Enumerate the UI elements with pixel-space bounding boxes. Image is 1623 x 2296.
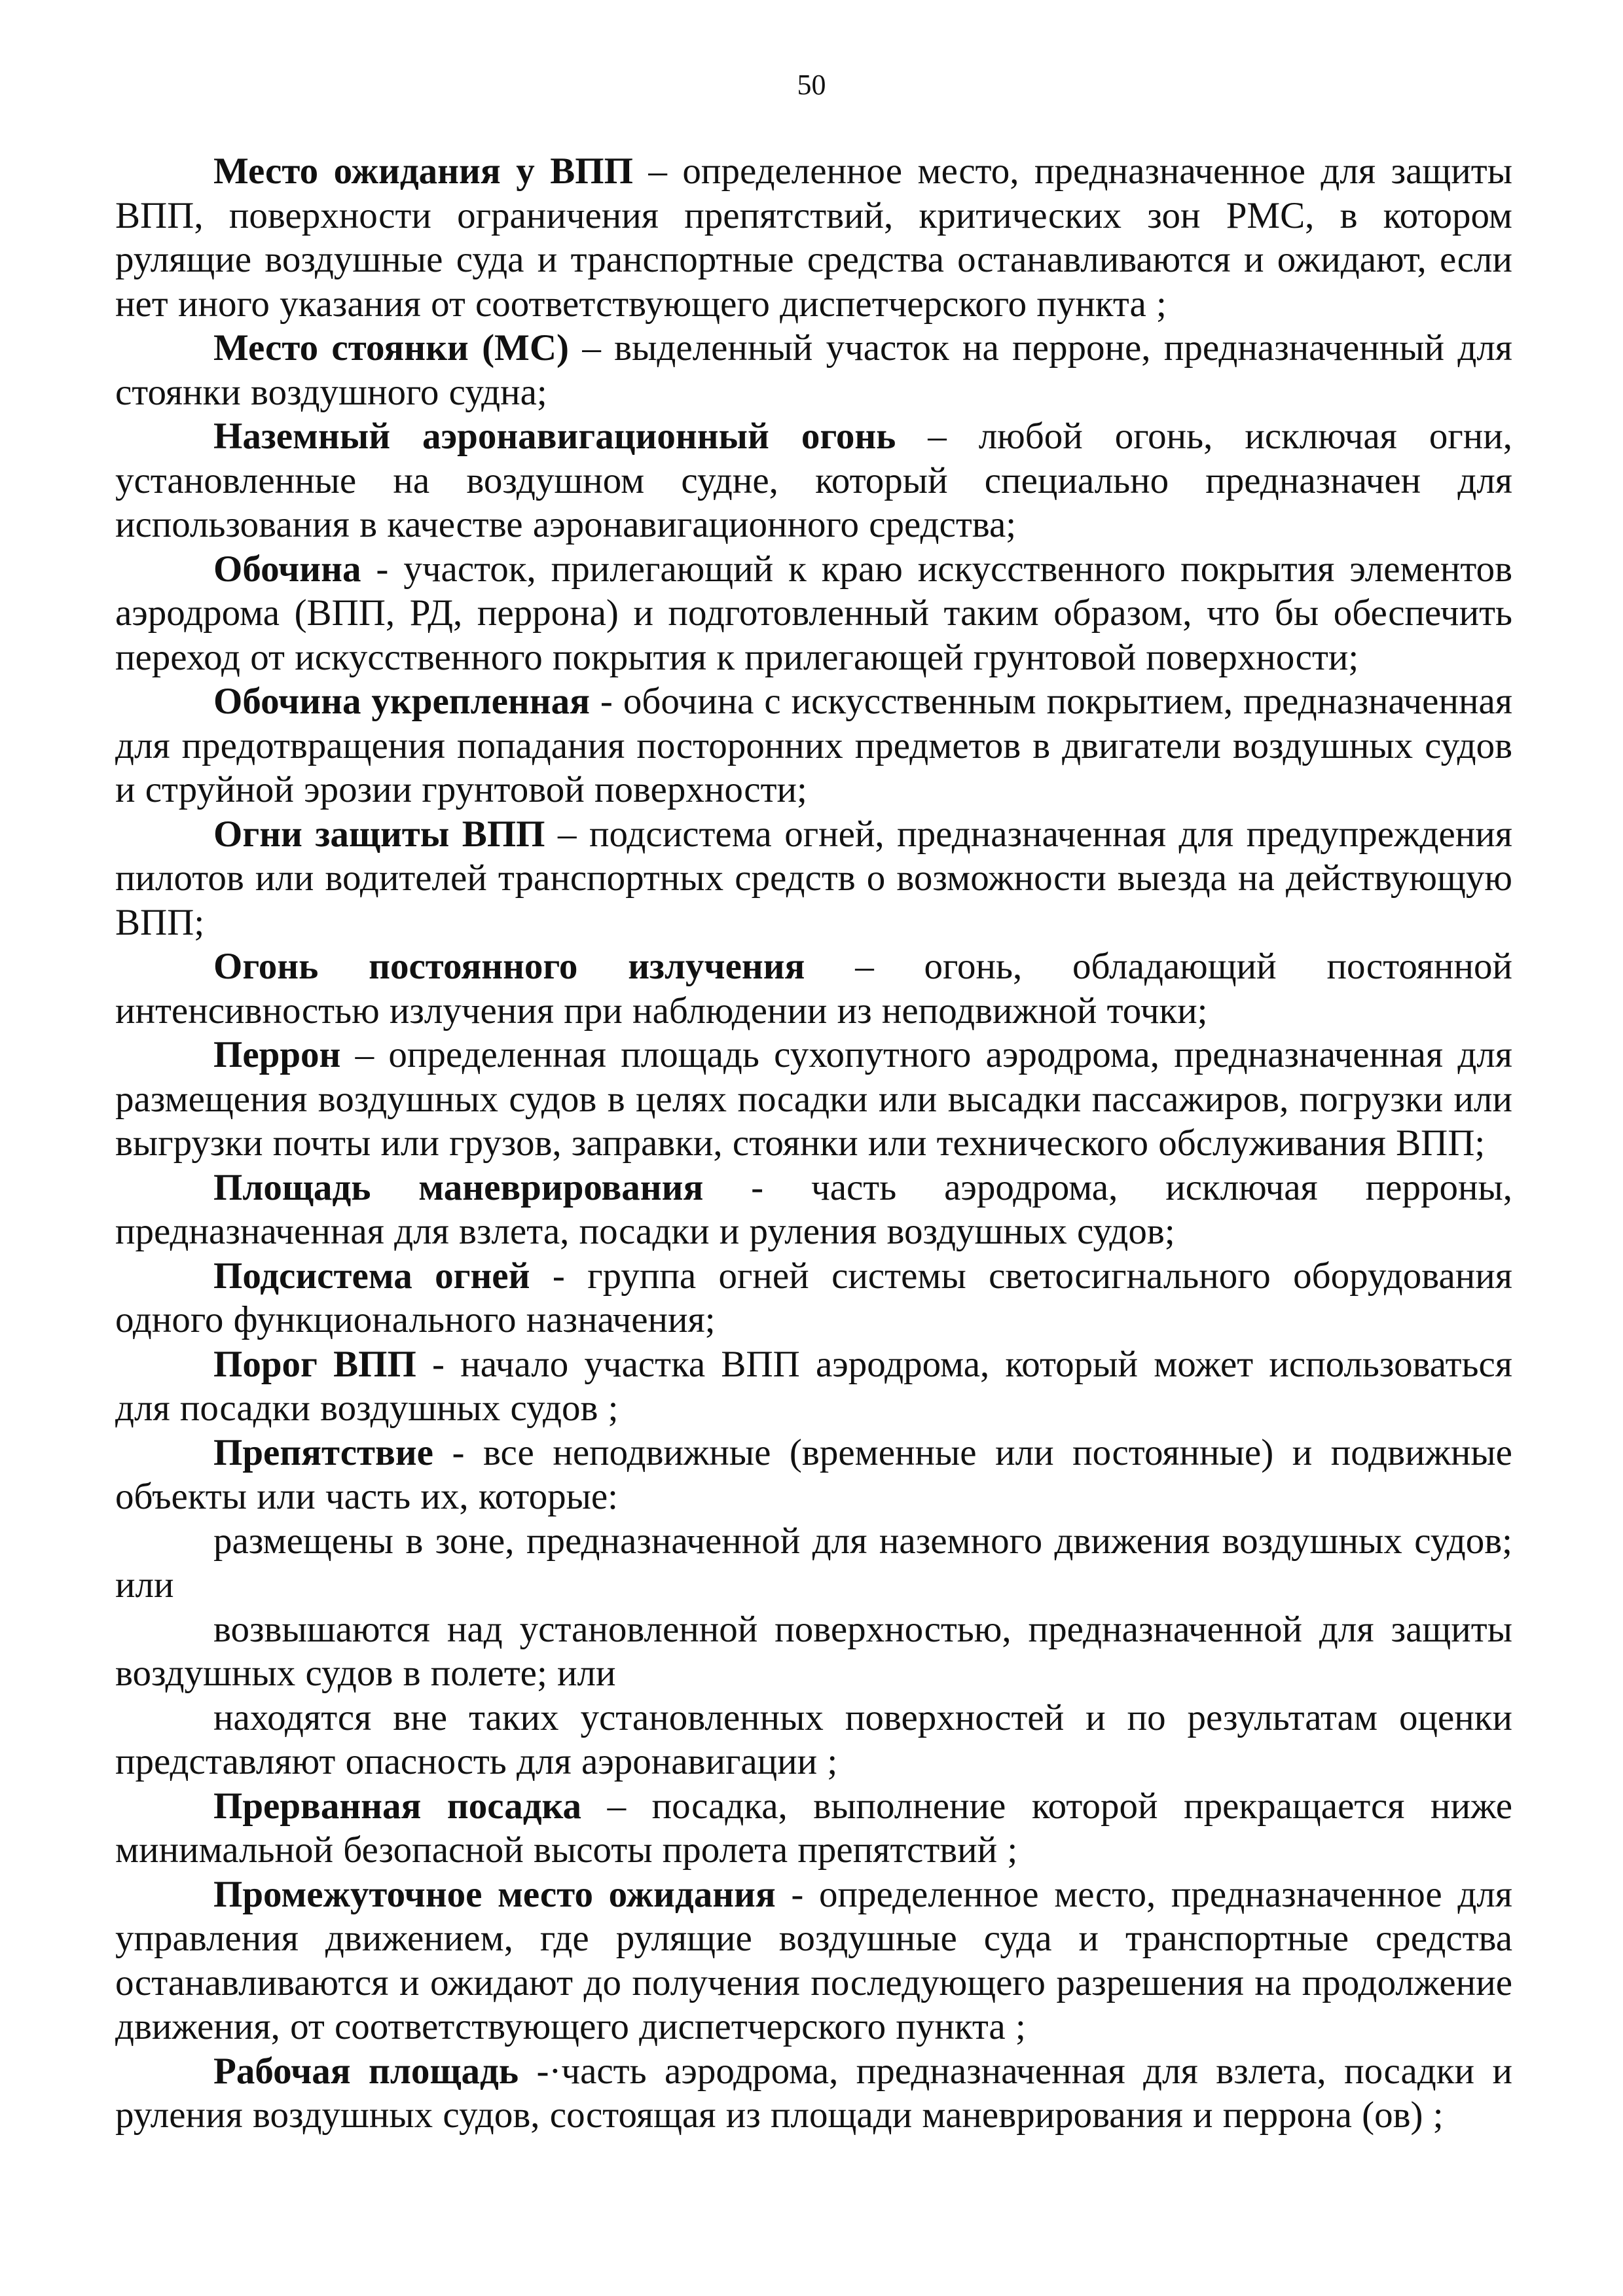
glossary-entry (115, 1166, 1512, 1254)
entry-term: Площадь маневрирования (213, 1166, 704, 1208)
glossary-entry (115, 1033, 1512, 1166)
entry-term: Обочина укрепленная (213, 681, 590, 722)
entry-term: Огонь постоянного излучения (213, 946, 805, 987)
glossary-entry (115, 1254, 1512, 1342)
page-number: 50 (797, 69, 826, 101)
entry-term: Препятствие (213, 1431, 433, 1473)
entry-term: Обочина (213, 548, 361, 590)
glossary-entry (115, 547, 1512, 680)
entry-definition: – выделенный участок на перроне, предназначенный для стоянки воздушного судна; (115, 327, 1513, 413)
glossary-entry (115, 1342, 1512, 1431)
entry-definition: – огонь, обладающий постоянной интенсивностью излучения при наблюдении из неподвижной точки; (115, 946, 1512, 1031)
entry-term: Место ожидания у ВПП (213, 151, 633, 192)
glossary-entry (115, 1784, 1512, 1873)
entry-term: Порог ВПП (213, 1343, 416, 1385)
entry-definition: - обочина с искусственным покрытием, предназначенная для предотвращения попадания посторонних предметов в двигатели воздушных судов и струйной эрозии грунтовой поверхности; (115, 681, 1512, 810)
entry-definition: возвышаются над установленной поверхностью, предназначенной для защиты воздушных судов в полете; или (115, 1608, 1512, 1694)
glossary-entry (115, 414, 1512, 547)
entry-definition: - все неподвижные (временные или постоянные) и подвижные объекты или часть их, которые: (115, 1431, 1512, 1517)
entry-definition: – определенная площадь сухопутного аэродрома, предназначенная для размещения воздушных судов в целях посадки или высадки пассажиров, погрузки или выгрузки почты или грузов, заправки, стоянки или технического обслуживания ВПП; (115, 1034, 1512, 1164)
glossary-entry (115, 944, 1512, 1033)
glossary-entry (115, 812, 1512, 945)
entry-definition: - участок, прилегающий к краю искусственного покрытия элементов аэродрома (ВПП, РД, перрона) и подготовленный таким образом, что бы обеспечить переход от искусственного покрытия к прилегающей грунтовой поверхности; (115, 548, 1512, 678)
entry-definition: - группа огней системы светосигнального оборудования одного функционального назначения; (115, 1255, 1512, 1340)
glossary-entry (115, 2049, 1512, 2138)
entry-definition: - часть аэродрома, исключая перроны, предназначенная для взлета, посадки и руления воздушных судов; (115, 1166, 1512, 1252)
entry-term: Перрон (213, 1034, 341, 1075)
entry-definition: - начало участка ВПП аэродрома, который может использоваться для посадки воздушных судов ; (115, 1343, 1512, 1429)
entry-term: Огни защиты ВПП (213, 813, 545, 855)
glossary-entry (115, 326, 1512, 414)
entry-definition: - определенное место, предназначенное для управления движением, где рулящие воздушные суда и транспортные средства останавливаются и ожидают до получения последующего разрешения на продолжение движения, от соответствующего диспетчерского пункта ; (115, 1873, 1512, 2047)
entry-term: Место стоянки (МС) (213, 327, 570, 368)
entry-definition: находятся вне таких установленных поверхностей и по результатам оценки представляют опасность для аэронавигации ; (115, 1696, 1512, 1782)
entry-term: Прерванная посадка (213, 1785, 582, 1827)
glossary-subitem (115, 1607, 1512, 1696)
entry-term: Промежуточное место ожидания (213, 1873, 776, 1915)
entry-definition: – любой огонь, исключая огни, установленные на воздушном судне, который специально предназначен для использования в качестве аэронавигационного средства; (115, 416, 1512, 545)
glossary-entry (115, 679, 1512, 812)
entry-definition: -·часть аэродрома, предназначенная для взлета, посадки и руления воздушных судов, состоящая из площади маневрирования и перрона (ов) ; (115, 2050, 1512, 2136)
glossary-subitem (115, 1696, 1512, 1784)
entry-definition: размещены в зоне, предназначенной для наземного движения воздушных судов; или (115, 1520, 1512, 1605)
glossary-entry (115, 1873, 1512, 2049)
glossary-body (115, 149, 1512, 2138)
glossary-entry (115, 1431, 1512, 1519)
glossary-subitem (115, 1519, 1512, 1607)
entry-term: Рабочая площадь (213, 2050, 519, 2092)
entry-term: Наземный аэронавигационный огонь (213, 416, 896, 457)
entry-definition: – подсистема огней, предназначенная для предупреждения пилотов или водителей транспортных средств о возможности выезда на действующую ВПП; (115, 813, 1512, 943)
entry-term: Подсистема огней (213, 1255, 530, 1297)
entry-definition: – посадка, выполнение которой прекращается ниже минимальной безопасной высоты пролета препятствий ; (115, 1785, 1512, 1871)
entry-definition: – определенное место, предназначенное для защиты ВПП, поверхности ограничения препятствий, критических зон РМС, в котором рулящие воздушные суда и транспортные средства останавливаются и ожидают, если нет иного указания от соответствующего диспетчерского пункта ; (115, 151, 1513, 325)
glossary-entry (115, 149, 1512, 326)
